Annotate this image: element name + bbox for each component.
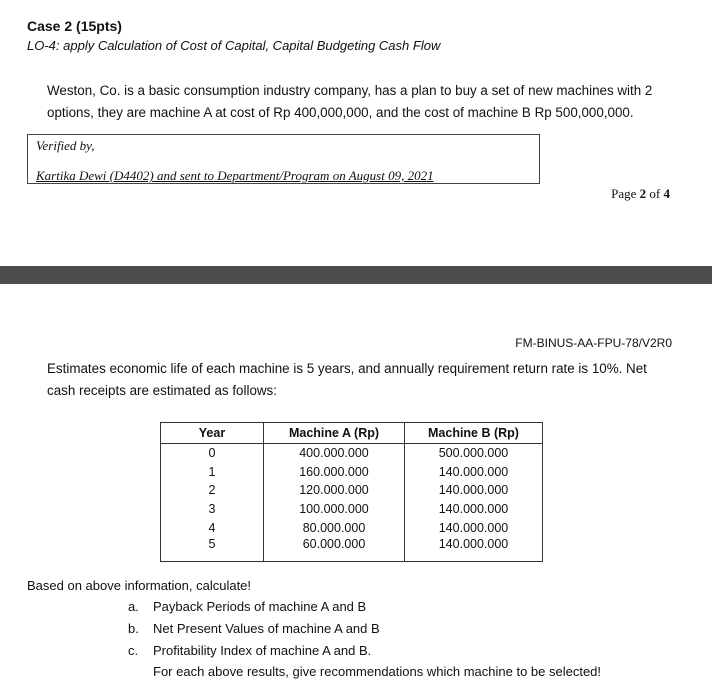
page-of: of xyxy=(649,186,661,201)
page-total: 4 xyxy=(663,186,670,201)
cell-machine-b: 140.000.000 xyxy=(405,537,543,562)
cell-machine-a: 100.000.000 xyxy=(264,500,405,519)
item-letter: b. xyxy=(128,621,139,636)
cell-machine-b: 140.000.000 xyxy=(405,481,543,500)
item-text: Payback Periods of machine A and B xyxy=(153,599,367,614)
intro-paragraph: Weston, Co. is a basic consumption industry company, has a plan to buy a set of new machines with 2 options, they are machine A at cost of Rp 400,000,000, and the cost of machine B Rp 500,000,000. xyxy=(47,83,653,120)
table-row xyxy=(161,537,543,562)
cell-machine-a: 60.000.000 xyxy=(264,537,405,562)
item-text: Net Present Values of machine A and B xyxy=(153,621,380,636)
page-prefix: Page xyxy=(611,186,637,201)
item-text: Profitability Index of machine A and B. xyxy=(153,643,372,658)
cell-year: 0 xyxy=(161,444,264,463)
recommendation-instruction: For each above results, give recommendations which machine to be selected! xyxy=(153,664,602,679)
list-item xyxy=(128,598,380,620)
cell-machine-b: 500.000.000 xyxy=(405,444,543,463)
cell-machine-b: 140.000.000 xyxy=(405,463,543,482)
header-year: Year xyxy=(161,423,264,444)
cell-machine-a: 120.000.000 xyxy=(264,481,405,500)
instructions-lead: Based on above information, calculate! xyxy=(27,578,252,593)
document-code: FM-BINUS-AA-FPU-78/V2R0 xyxy=(515,336,672,350)
cell-machine-a: 160.000.000 xyxy=(264,463,405,482)
table-row xyxy=(161,500,543,519)
case-title: Case 2 (15pts) xyxy=(27,18,122,34)
estimates-paragraph: Estimates economic life of each machine is 5 years, and annually requirement return rate is 10%. Net cash receipts are estimated as follows: xyxy=(47,361,647,398)
cell-machine-a: 80.000.000 xyxy=(264,518,405,537)
table-row xyxy=(161,463,543,482)
table-row xyxy=(161,444,543,463)
header-machine-b: Machine B (Rp) xyxy=(405,423,543,444)
list-item xyxy=(128,620,380,642)
cell-machine-b: 140.000.000 xyxy=(405,518,543,537)
cell-year: 1 xyxy=(161,463,264,482)
page-divider xyxy=(0,266,712,284)
verification-box xyxy=(27,134,540,184)
item-letter: a. xyxy=(128,599,139,614)
page-number xyxy=(611,186,670,202)
list-item xyxy=(128,642,380,664)
cell-year: 2 xyxy=(161,481,264,500)
cell-year: 4 xyxy=(161,518,264,537)
table-row xyxy=(161,518,543,537)
item-letter: c. xyxy=(128,643,139,658)
cell-year: 3 xyxy=(161,500,264,519)
verified-by-detail: Kartika Dewi (D4402) and sent to Department/Program on August 09, 2021 xyxy=(36,168,434,183)
learning-outcome: LO-4: apply Calculation of Cost of Capital, Capital Budgeting Cash Flow xyxy=(27,38,441,53)
page-current: 2 xyxy=(639,186,647,201)
cell-year: 5 xyxy=(161,537,264,562)
cell-machine-a: 400.000.000 xyxy=(264,444,405,463)
question-list xyxy=(128,598,380,664)
verified-by-label: Verified by, xyxy=(36,138,95,153)
table-row xyxy=(161,481,543,500)
cash-receipts-table xyxy=(160,422,543,562)
table-header-row xyxy=(161,423,543,444)
cell-machine-b: 140.000.000 xyxy=(405,500,543,519)
header-machine-a: Machine A (Rp) xyxy=(264,423,405,444)
